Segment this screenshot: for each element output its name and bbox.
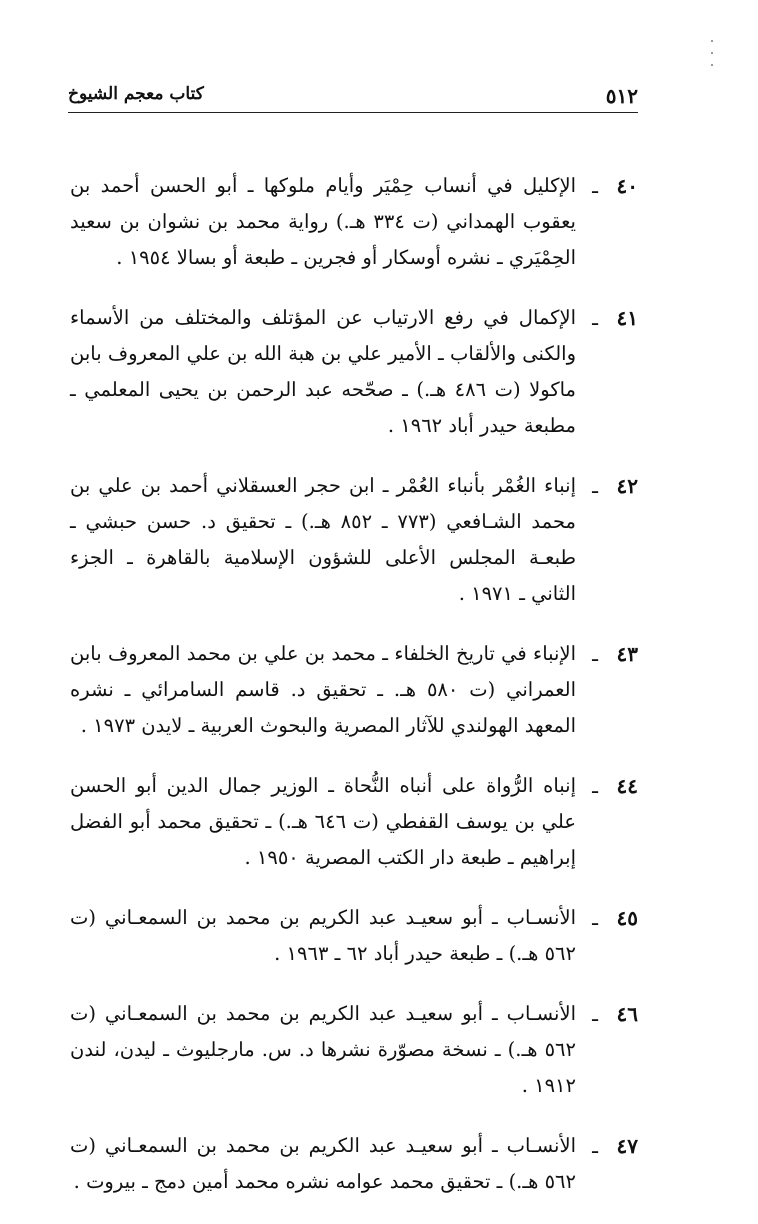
entry-text: الأنسـاب ـ أبو سعيـد عبد الكريم بن محمد بن السمعـاني (ت ٥٦٢ هـ.) ـ نسخة مصوّرة نشرها د. س. مارجليوث ـ ليدن، لندن ١٩١٢ . [70,1002,576,1097]
bibliography-entry-43 [70,636,638,744]
bibliography-entry-42 [70,468,638,612]
entry-dash: ـ [592,1134,598,1158]
entry-number: ٤٦ [616,1002,638,1026]
entry-text: الإنباء في تاريخ الخلفاء ـ محمد بن علي بن محمد المعروف بابن العمراني (ت ٥٨٠ هـ. ـ تحقيق د. قاسم السامرائي ـ نشره المعهد الهولندي للآثار المصرية والبحوث العربية ـ لايدن ١٩٧٣ . [70,642,576,737]
entry-dash: ـ [592,474,598,498]
entry-dash: ـ [592,774,598,798]
page-header [68,84,638,112]
entry-number: ٤٣ [616,642,638,666]
entry-dash: ـ [592,174,598,198]
running-title: كتاب معجم الشيوخ [68,84,204,104]
entry-number: ٤٤ [616,774,638,798]
entry-text: الإكمال في رفع الارتياب عن المؤتلف والمختلف من الأسماء والكنى والألقاب ـ الأمير علي بن هبة الله بن علي المعروف بابن ماكولا (ت ٤٨٦ هـ.) ـ صحّحه عبد الرحمن بن يحيى المعلمي ـ مطبعة حيدر أباد ١٩٦٢ . [70,306,576,437]
entry-number: ٤٠ [616,174,638,198]
bibliography-list [70,168,638,1224]
entry-dash: ـ [592,906,598,930]
entry-text: الأنسـاب ـ أبو سعيـد عبد الكريم بن محمد بن السمعـاني (ت ٥٦٢ هـ.) ـ طبعة حيدر أباد ٦٢ ـ ١٩٦٣ . [70,906,576,965]
bibliography-entry-46 [70,996,638,1104]
entry-dash: ـ [592,642,598,666]
entry-text: الإكليل في أنساب حِمْيَر وأيام ملوكها ـ أبو الحسن أحمد بن يعقوب الهمداني (ت ٣٣٤ هـ.) رواية محمد بن نشوان بن سعيد الحِمْيَري ـ نشره أوسكار أو فجرين ـ طبعة أو بسالا ١٩٥٤ . [70,174,576,269]
entry-text: إنباه الرُّواة على أنباه النُّحاة ـ الوزير جمال الدين أبو الحسن علي بن يوسف القفطي (ت ٦٤٦ هـ.) ـ تحقيق محمد أبو الفضل إبراهيم ـ طبعة دار الكتب المصرية ١٩٥٠ . [70,774,577,869]
entry-number: ٤١ [616,306,638,330]
bibliography-entry-47 [70,1128,638,1200]
margin-dots [711,30,717,90]
entry-number: ٤٢ [616,474,638,498]
entry-number: ٤٥ [616,906,638,930]
entry-dash: ـ [592,1002,598,1026]
entry-dash: ـ [592,306,598,330]
bibliography-entry-45 [70,900,638,972]
entry-text: إنباء الغُمْر بأنباء العُمْر ـ ابن حجر العسقلاني أحمد بن علي بن محمد الشـافعي (٧٧٣ ـ ٨٥٢ هـ.) ـ تحقيق د. حسن حبشي ـ طبعـة المجلس الأعلى للشؤون الإسلامية بالقاهرة ـ الجزء الثاني ـ ١٩٧١ . [70,474,576,605]
header-rule [68,112,638,113]
page-number: ٥١٢ [605,84,638,108]
bibliography-entry-44 [70,768,638,876]
bibliography-entry-41 [70,300,638,444]
entry-number: ٤٧ [616,1134,638,1158]
bibliography-entry-40 [70,168,638,276]
entry-text: الأنسـاب ـ أبو سعيـد عبد الكريم بن محمد بن السمعـاني (ت ٥٦٢ هـ.) ـ تحقيق محمد عوامه نشره محمد أمين دمج ـ بيروت . [70,1134,576,1193]
